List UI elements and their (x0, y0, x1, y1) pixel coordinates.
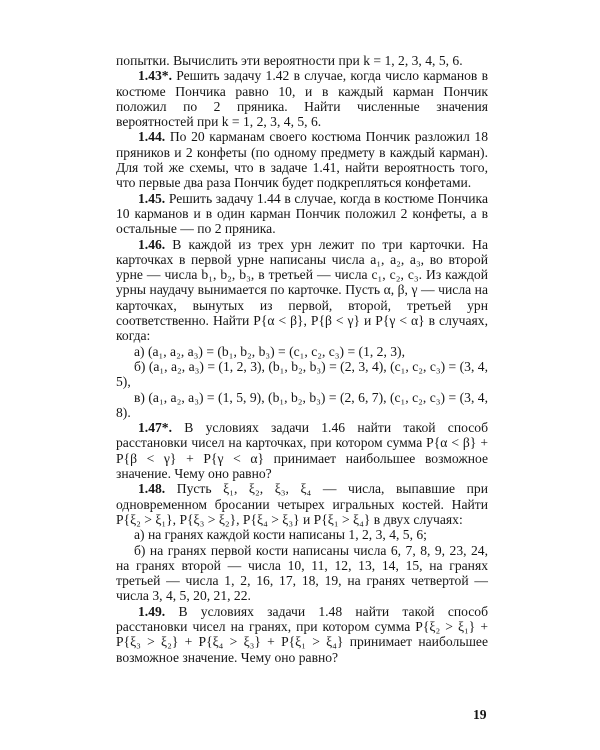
case-b: б) на гранях первой кости написаны числа 6, 7, 8, 9, 23, 24, на гранях второй — числа 10, 11, 12, 13, 14, 15, на гранях третьей — числа 1, 2, 16, 17, 18, 19, на гранях четвертой — числа 3, 4, 5, 20, 21, 22. (116, 542, 488, 604)
case-c: в) (a₁, a₂, a₃) = (1, 5, 9), (b₁, b₂, b₃) = (2, 6, 7), (c₁, c₂, c₃) = (3, 4, 8). (116, 389, 488, 420)
problem-text: В условиях задачи 1.46 найти такой способ расстановки чисел на карточках, при котором сумма P{α < β} + P{β < γ} + P{γ < α} принимает наибольшее возможное значение. Чему оно равно? (116, 420, 488, 482)
problem-text: В условиях задачи 1.48 найти такой способ расстановки чисел на гранях, при котором сумма P{ξ₂ > ξ₁} + P{ξ₃ > ξ₂} + P{ξ₄ > ξ₃} + P{ξ₁ > ξ₄} принимает наибольшее возможное значение. Чему оно равно? (116, 603, 489, 665)
problem-number: 1.46. (138, 236, 166, 252)
problem-1-45 (116, 191, 488, 237)
problem-1-44 (116, 129, 488, 190)
case-b: б) (a₁, a₂, a₃) = (1, 2, 3), (b₁, b₂, b₃) = (2, 3, 4), (c₁, c₂, c₃) = (3, 4, 5), (116, 358, 488, 390)
body-text (116, 53, 488, 665)
problem-number: 1.44. (138, 129, 166, 145)
problem-1-47 (116, 420, 488, 481)
continued-paragraph: попытки. Вычислить эти вероятности при k = 1, 2, 3, 4, 5, 6. (116, 53, 463, 68)
problem-number: 1.48. (138, 481, 166, 497)
problem-text: По 20 карманам своего костюма Пончик разложил 18 пряников и 2 конфеты (по одному предмету в каждый карман). Для той же схемы, что в задаче 1.41, найти вероятность того, что первые два раза Пончик будет подкрепляться конфетами. (116, 129, 488, 191)
problem-number: 1.47*. (138, 420, 172, 436)
problem-number: 1.45. (138, 190, 166, 206)
problem-1-49 (116, 604, 488, 665)
problem-number: 1.49. (138, 603, 166, 619)
problem-text: В каждой из трех урн лежит по три карточки. На карточках в первой урне написаны числа a₁, a₂, a₃, во второй урне — числа b₁, b₂, b₃, в третьей — числа c₁, c₂, c₃. Из каждой урны наудачу вынимается по карточке. Пусть α, β, γ — числа на карточках, вынутых из первой, второй, третьей урн соответственно. Найти P{α < β}, P{β < γ} и P{γ < α} в случаях, когда: (116, 236, 488, 344)
problem-text: Пусть ξ₁, ξ₂, ξ₃, ξ₄ — числа, выпавшие при одновременном бросании четырех игральных костей. Найти P{ξ₂ > ξ₁}, P{ξ₃ > ξ₂}, P{ξ₄ > ξ₃} и P{ξ₁ > ξ₄} в двух случаях: (116, 481, 488, 527)
case-a: а) на гранях каждой кости написаны 1, 2, 3, 4, 5, 6; (134, 527, 427, 543)
problem-1-43 (116, 68, 488, 129)
case-a: а) (a₁, a₂, a₃) = (b₁, b₂, b₃) = (c₁, c₂, c₃) = (1, 2, 3), (134, 343, 405, 359)
page-number: 19 (473, 707, 487, 722)
problem-1-48 (116, 481, 488, 527)
problem-number: 1.43*. (138, 68, 172, 84)
problem-1-46 (116, 237, 488, 344)
problem-text: Решить задачу 1.42 в случае, когда число карманов в костюме Пончика равно 10, и в каждый карман Пончик положил по 2 пряника. Найти численные значения вероятностей при k = 1, 2, 3, 4, 5, 6. (116, 68, 488, 130)
problem-text: Решить задачу 1.44 в случае, когда в костюме Пончика 10 карманов и в один карман Пончик положил 2 конфеты, а в остальные — по 2 пряника. (116, 190, 488, 237)
